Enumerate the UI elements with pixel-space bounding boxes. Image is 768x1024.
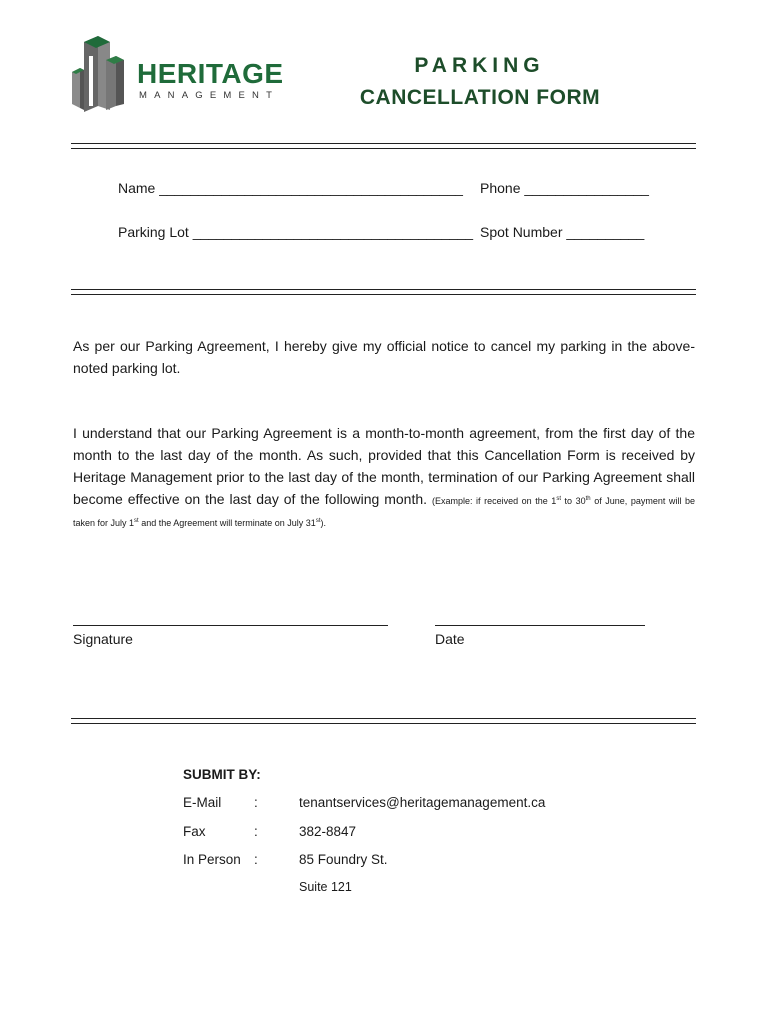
address-line1: 85 Foundry St. (299, 852, 388, 867)
parking-lot-field[interactable]: Parking Lot ____________________________________ (118, 224, 474, 240)
brand-tagline: MANAGEMENT (139, 90, 280, 101)
terms-paragraph (73, 422, 695, 532)
fax-label: Fax (183, 824, 206, 839)
fax-number: 382-8847 (299, 824, 357, 839)
fax-colon: : (254, 824, 258, 839)
form-title-line2: CANCELLATION FORM (359, 86, 601, 109)
email-label: E-Mail (183, 795, 222, 810)
email-link[interactable]: tenantservices@heritagemanagement.ca (299, 795, 546, 810)
heritage-logo-icon (70, 34, 126, 112)
email-colon: : (254, 795, 258, 810)
phone-field[interactable]: Phone ________________ (480, 180, 649, 196)
divider (71, 143, 696, 149)
signature-label: Signature (73, 631, 133, 647)
date-line[interactable] (435, 625, 645, 626)
example-note: (Example: if received on the 1st to 30th of June, payment will be taken for July 1st and the Agreement will terminate on July 31st). (73, 496, 695, 528)
in-person-label: In Person (183, 852, 241, 867)
brand-name: HERITAGE (137, 58, 284, 89)
in-person-colon: : (254, 852, 258, 867)
signature-line[interactable] (73, 625, 388, 626)
form-title-line1: PARKING (414, 54, 545, 77)
date-label: Date (435, 631, 465, 647)
address-line2: Suite 121 (299, 880, 352, 894)
terms-text: I understand that our Parking Agreement is a month-to-month agreement, from the first day of the month to the last day of the month. As such, provided that this Cancellation Form is received by Heritage Management prior to the last day of the month, termination of our Parking Agreement shall become effective on the last day of the following month. (73, 425, 695, 507)
divider (71, 718, 696, 724)
name-field[interactable]: Name _______________________________________ (118, 180, 463, 196)
notice-paragraph: As per our Parking Agreement, I hereby give my official notice to cancel my parking in the above-noted parking lot. (73, 338, 695, 376)
submit-heading: SUBMIT BY: (183, 767, 261, 782)
divider (71, 289, 696, 295)
spot-number-field[interactable]: Spot Number __________ (480, 224, 645, 240)
